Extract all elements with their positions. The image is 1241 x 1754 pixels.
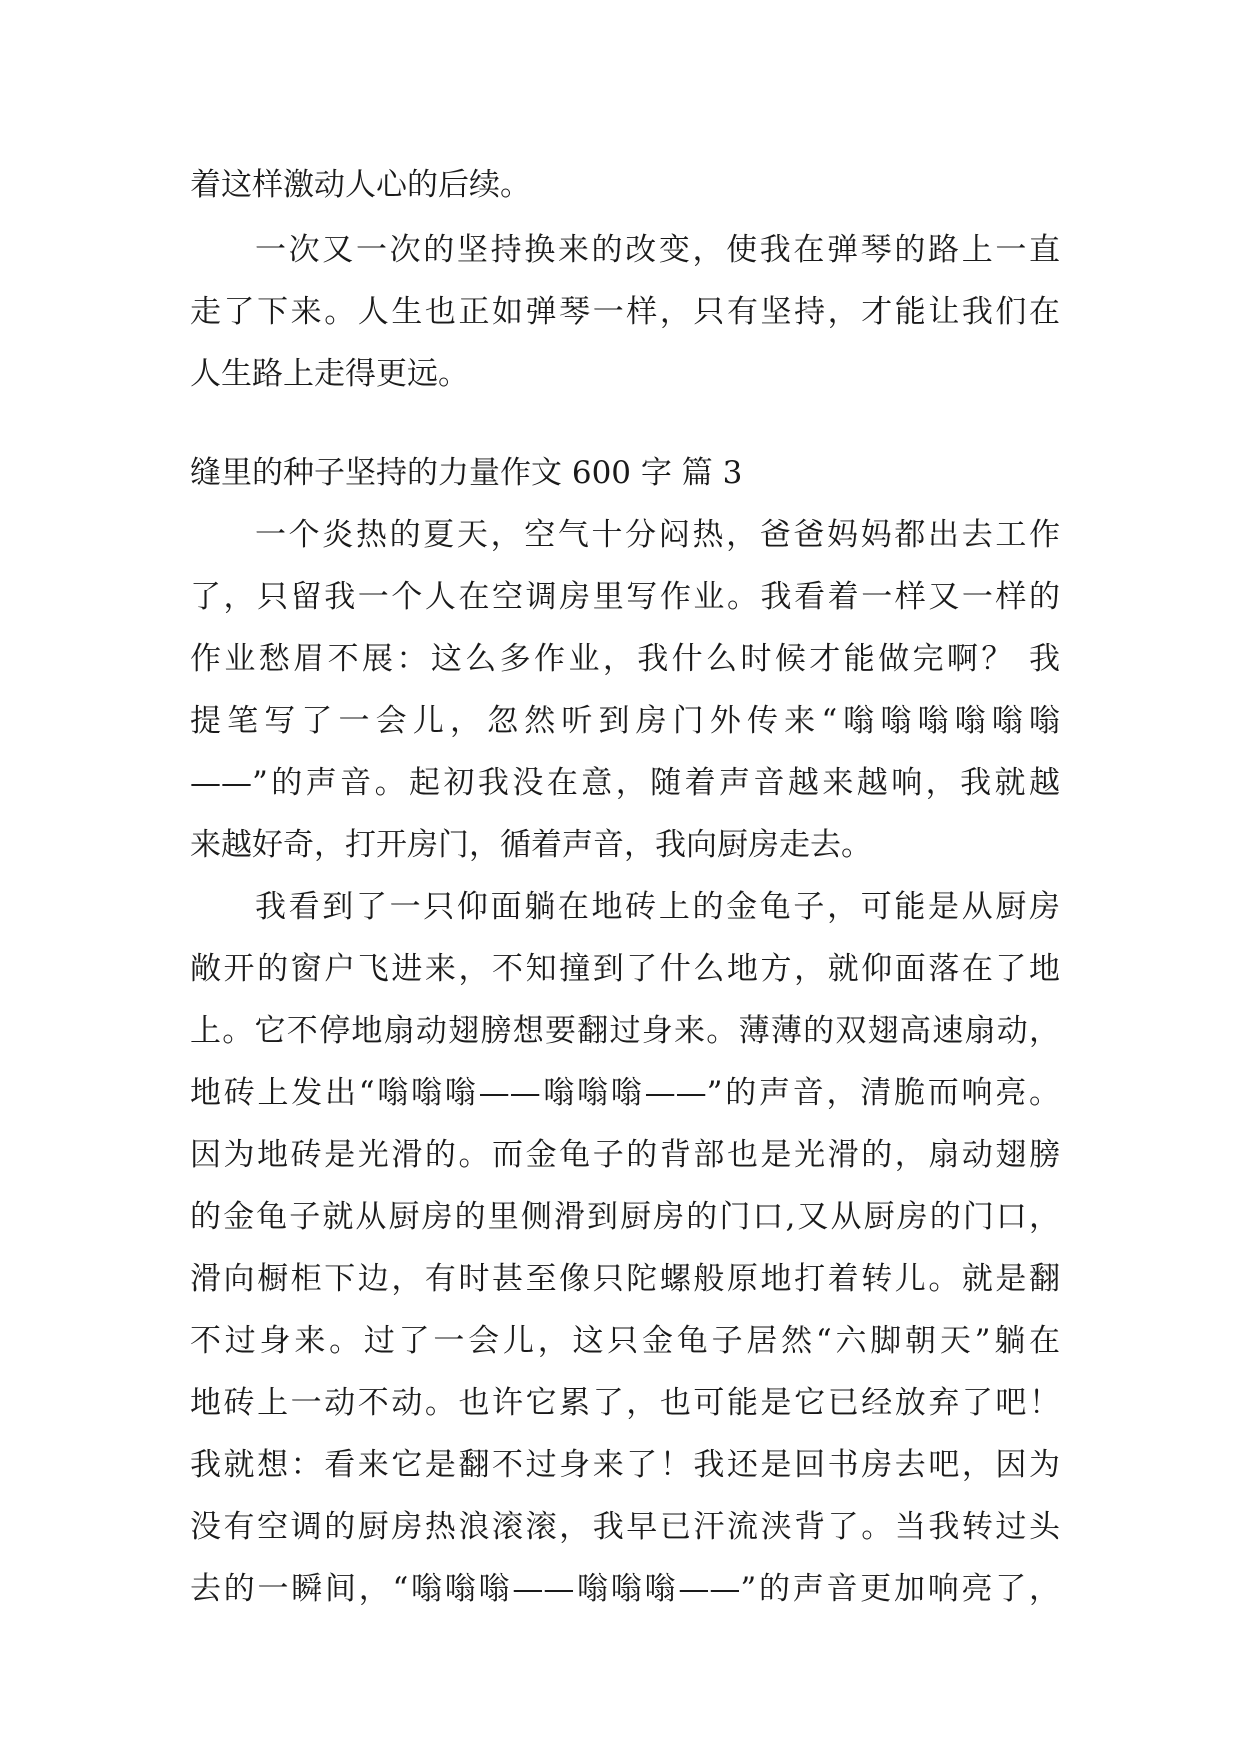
section-heading: 缝里的种子坚持的力量作文 600 字 篇 3 [190,455,743,491]
paragraph-line: 作业愁眉不展：这么多作业，我什么时候才能做完啊？ 我 [190,641,1060,677]
paragraph-line: 地砖上一动不动。也许它累了，也可能是它已经放弃了吧！ [190,1385,1060,1421]
paragraph-line: 一个炎热的夏天，空气十分闷热，爸爸妈妈都出去工作 [255,517,1060,553]
paragraph-line: 滑向橱柜下边，有时甚至像只陀螺般原地打着转儿。就是翻 [190,1261,1060,1297]
paragraph-line: 的金龟子就从厨房的里侧滑到厨房的门口,又从厨房的门口， [190,1199,1060,1235]
paragraph-line: 没有空调的厨房热浪滚滚，我早已汗流浃背了。当我转过头 [190,1509,1060,1545]
paragraph-line: 了，只留我一个人在空调房里写作业。我看着一样又一样的 [190,579,1060,615]
paragraph-line: 去的一瞬间，“嗡嗡嗡——嗡嗡嗡——”的声音更加响亮了， [190,1571,1060,1607]
paragraph-line: 着这样激动人心的后续。 [190,167,531,203]
paragraph-line: 不过身来。过了一会儿，这只金龟子居然“六脚朝天”躺在 [190,1323,1060,1359]
paragraph-line: 因为地砖是光滑的。而金龟子的背部也是光滑的，扇动翅膀 [190,1137,1060,1173]
paragraph-line: 走了下来。人生也正如弹琴一样，只有坚持，才能让我们在 [190,294,1060,330]
paragraph-line: 敞开的窗户飞进来，不知撞到了什么地方，就仰面落在了地 [190,951,1060,987]
paragraph-line: 地砖上发出“嗡嗡嗡——嗡嗡嗡——”的声音，清脆而响亮。 [190,1075,1060,1111]
paragraph-line: 提笔写了一会儿，忽然听到房门外传来“嗡嗡嗡嗡嗡嗡 [190,703,1060,739]
paragraph-line: 来越好奇，打开房门，循着声音，我向厨房走去。 [190,827,872,863]
paragraph-line: 我就想：看来它是翻不过身来了！我还是回书房去吧，因为 [190,1447,1060,1483]
paragraph-line: 人生路上走得更远。 [190,356,469,392]
paragraph-line: 一次又一次的坚持换来的改变，使我在弹琴的路上一直 [255,232,1060,268]
paragraph-line: 我看到了一只仰面躺在地砖上的金龟子，可能是从厨房 [255,889,1060,925]
paragraph-line: 上。它不停地扇动翅膀想要翻过身来。薄薄的双翅高速扇动， [190,1013,1060,1049]
paragraph-line: ——”的声音。起初我没在意，随着声音越来越响，我就越 [190,765,1060,801]
